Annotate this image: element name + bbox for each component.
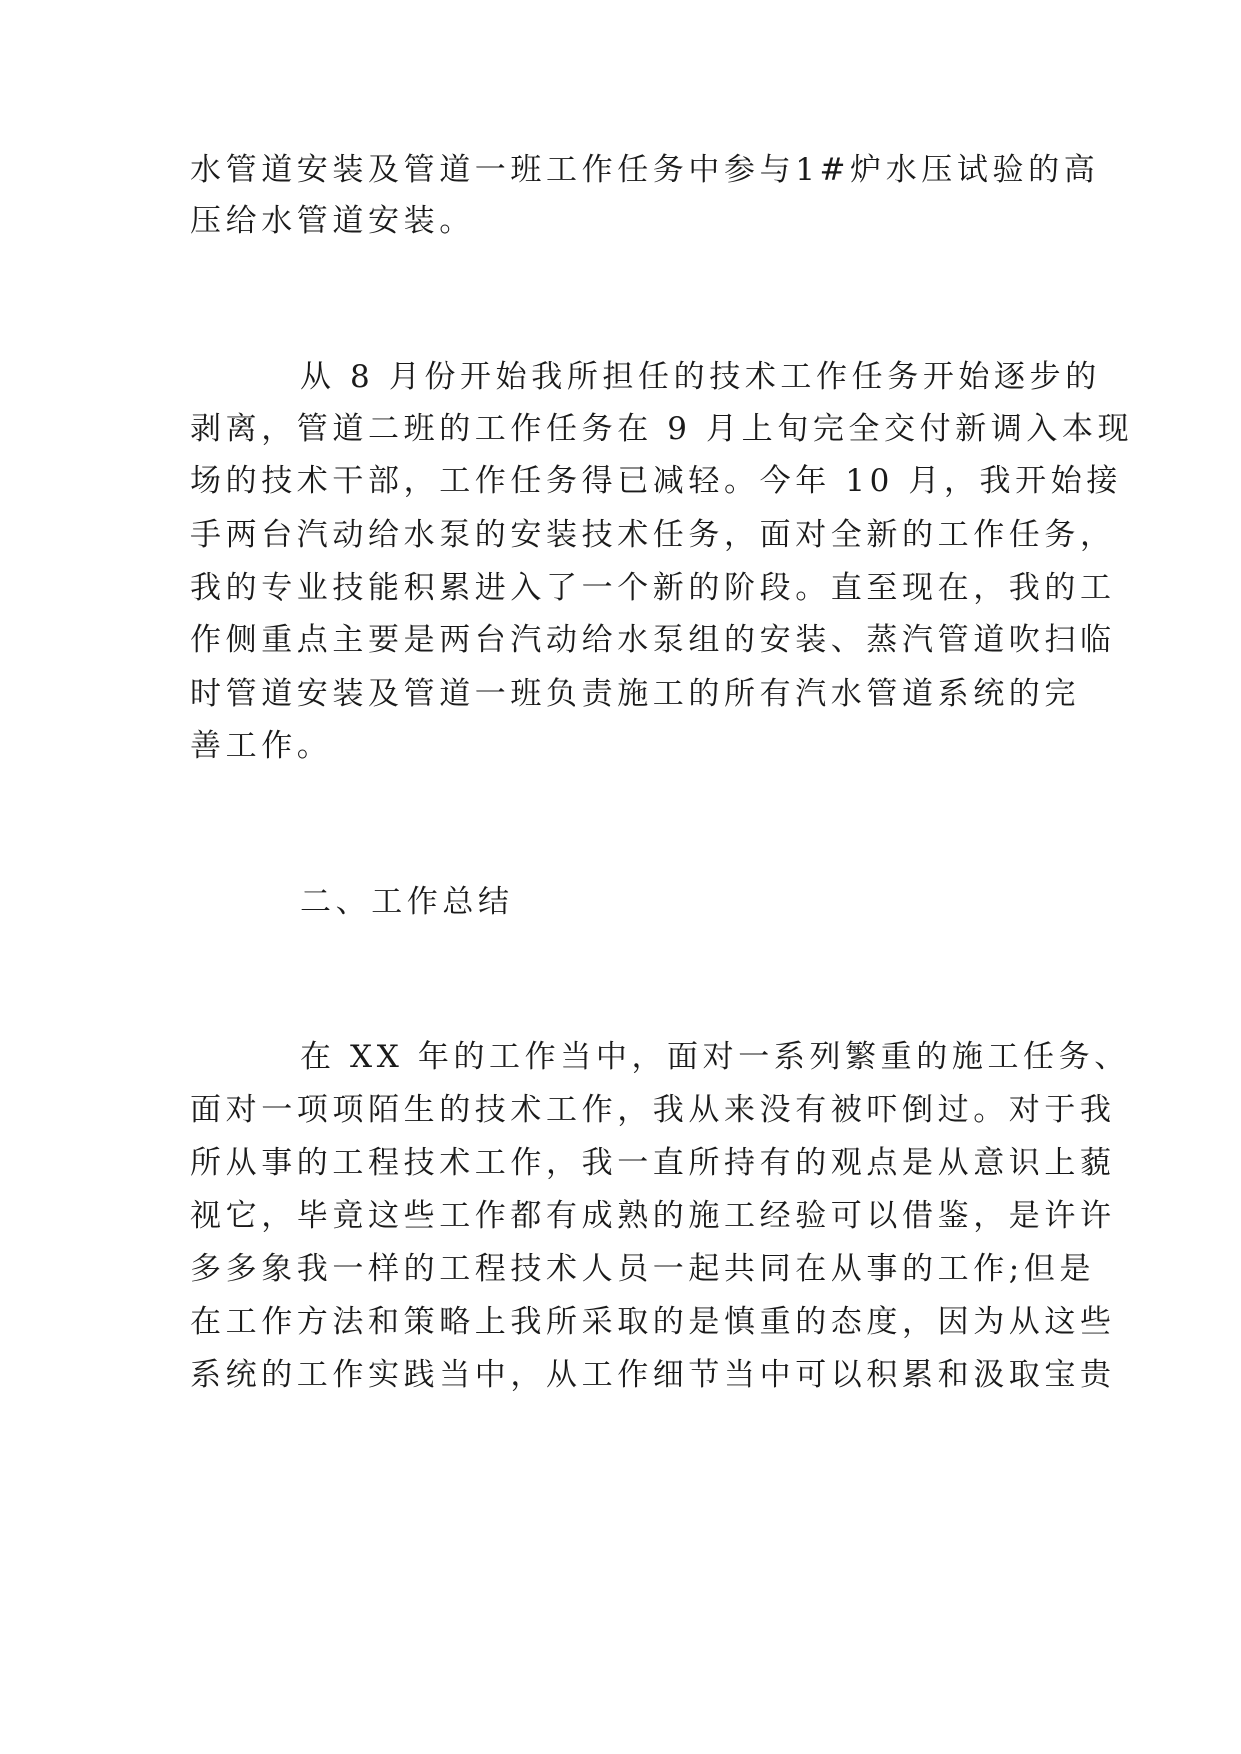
paragraph-2-line-5: 我的专业技能积累进入了一个新的阶段。直至现在，我的工 bbox=[190, 570, 1116, 606]
paragraph-3-line-6: 在工作方法和策略上我所采取的是慎重的态度，因为从这些 bbox=[190, 1304, 1116, 1340]
paragraph-3-line-1: 在 XX 年的工作当中，面对一系列繁重的施工任务、 bbox=[300, 1039, 1130, 1075]
paragraph-2-line-8: 善工作。 bbox=[190, 728, 333, 764]
paragraph-3-line-5: 多多象我一样的工程技术人员一起共同在从事的工作;但是 bbox=[190, 1251, 1096, 1287]
paragraph-2-line-1: 从 8 月份开始我所担任的技术工作任务开始逐步的 bbox=[300, 359, 1101, 395]
paragraph-3-line-3: 所从事的工程技术工作，我一直所持有的观点是从意识上藐 bbox=[190, 1145, 1116, 1181]
paragraph-1-line-1: 水管道安装及管道一班工作任务中参与1#炉水压试验的高 bbox=[190, 152, 1100, 188]
paragraph-2-line-3: 场的技术干部，工作任务得已减轻。今年 10 月，我开始接 bbox=[190, 463, 1122, 499]
section-heading: 二、工作总结 bbox=[300, 884, 514, 920]
paragraph-3-line-7: 系统的工作实践当中，从工作细节当中可以积累和汲取宝贵 bbox=[190, 1357, 1116, 1393]
paragraph-3-line-4: 视它，毕竟这些工作都有成熟的施工经验可以借鉴，是许许 bbox=[190, 1198, 1116, 1234]
paragraph-1-line-2: 压给水管道安装。 bbox=[190, 203, 475, 239]
paragraph-3-line-2: 面对一项项陌生的技术工作，我从来没有被吓倒过。对于我 bbox=[190, 1092, 1116, 1128]
paragraph-2-line-6: 作侧重点主要是两台汽动给水泵组的安装、蒸汽管道吹扫临 bbox=[190, 622, 1116, 658]
paragraph-2-line-2: 剥离，管道二班的工作任务在 9 月上旬完全交付新调入本现 bbox=[190, 411, 1134, 447]
paragraph-2-line-7: 时管道安装及管道一班负责施工的所有汽水管道系统的完 bbox=[190, 676, 1080, 712]
paragraph-2-line-4: 手两台汽动给水泵的安装技术任务，面对全新的工作任务， bbox=[190, 517, 1116, 553]
